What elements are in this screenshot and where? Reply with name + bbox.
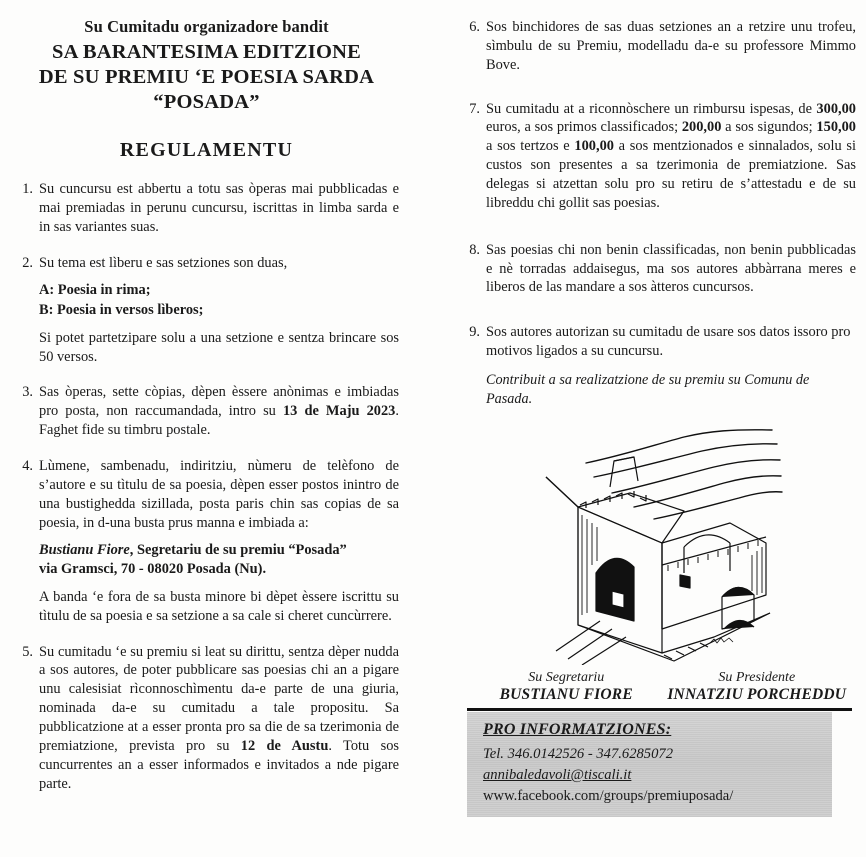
rule-body-3	[39, 383, 399, 440]
title-kicker: Su Cumitadu organizadore bandit	[84, 17, 329, 36]
rule-body-1	[39, 180, 399, 237]
rule-4-outro: A banda ‘e fora de sa busta minore bi dèpet èssere iscrittu su tìtulu de sa poesia e sa setzione a sa cale si cheret cuncùrrere.	[39, 588, 399, 624]
castle-illustration	[461, 415, 856, 665]
rule-item-3	[14, 383, 399, 440]
rule-2-intro: Su tema est lìberu e sas setziones son duas,	[39, 254, 288, 271]
signature-block	[461, 669, 856, 705]
rule-text-1: Su cuncursu est abbertu a totu sas òperas mai pubblicadas e mai premiadas in perunu cuncursu, iscrittas in limba sarda e in sas variantes suas.	[39, 180, 399, 235]
rule-item-5	[14, 643, 399, 794]
section-heading: REGULAMENTU	[119, 138, 294, 161]
rule-5-ceremony-date: 12 de Austu	[240, 737, 329, 754]
rule-text-8: Sas poesias chi non benin classificadas, non benin pubblicadas e nè torradas addaisegus, ma sos autores abbàrrana meres e liberos de las mandare a sos àtteros cuncursos.	[486, 241, 856, 296]
rule-text-9: Sos autores autorizan su cumitadu de usare sos datos issoro pro motivos ligados a su cuncursu.	[486, 324, 851, 360]
rule-item-1	[14, 180, 399, 237]
title-line-1: SA BARANTESIMA EDITZIONE	[52, 40, 361, 63]
secretary-role: Su Segretariu	[528, 669, 605, 685]
rule-item-7	[461, 100, 856, 213]
rule-3-deadline-date: 13 de Maju 2023	[282, 403, 396, 420]
info-email[interactable]: annibaledavoli@tiscali.it	[483, 766, 632, 783]
rule-number-4: 4.	[22, 458, 33, 475]
right-column	[433, 0, 866, 857]
rule-7-text-8: a sos mentzionados e sinnalados, solu si custos son presentes a sa tzerimonia de premiatzione. Sas delegas si atzettan solu pro su retiru de s’attestadu e de su libreddu chi gollit sas poesias.	[486, 138, 856, 211]
rule-number-7: 7.	[469, 100, 480, 117]
title-block	[14, 18, 399, 162]
rule-3-text-after: . Faghet fide su timbru postale.	[39, 403, 399, 439]
rule-7-amount-1: 300,00	[816, 100, 856, 117]
info-box	[467, 712, 832, 817]
title-line-2: DE SU PREMIU ‘E POESIA SARDA	[38, 65, 375, 88]
rule-5-text-before: Su cumitadu ‘e su premiu si leat su dirittu, sentza dèper nudda a sos autores, de poter pubblicare sas poesias chi an a pigare unu calesisiat rìconnoschìmentu da-e parte de una giuria, nominada da-e su cumitadu a tale propositu. Sa pubblicatzione at a esser pronta pro sa die de sa tzerimonia de premiatzione, prevista pro su	[39, 643, 399, 754]
rule-number-1: 1.	[22, 180, 33, 197]
info-website[interactable]: www.facebook.com/groups/premiuposada/	[483, 787, 734, 804]
rule-body-6	[486, 18, 856, 75]
info-box-title: PRO INFORMATZIONES:	[483, 720, 672, 738]
rule-body-2	[39, 254, 399, 367]
rule-item-9	[461, 323, 856, 361]
rule-5-text	[39, 643, 399, 794]
addressee-role: , Segretariu de su premiu “Posada”	[129, 542, 347, 559]
rule-body-8	[486, 241, 856, 298]
rule-item-2	[14, 254, 399, 367]
rule-number-3: 3.	[22, 384, 33, 401]
page-title	[14, 40, 399, 115]
rule-item-8	[461, 241, 856, 298]
rule-4-address	[39, 541, 399, 578]
address-street: via Gramsci, 70 - 08020 Posada (Nu).	[39, 561, 267, 578]
rule-item-6	[461, 18, 856, 75]
rule-4-intro: Lùmene, sambenadu, indiritziu, nùmeru de telèfono de s’autore e su tìtulu de sa poesia, dèpen esser postos inintro de una bustighedda sizillada, posta paris chin sas copias de sa poesia, in d-una busta prus manna e imbiada a:	[39, 458, 399, 531]
rule-3-text	[39, 383, 399, 440]
rule-body-5	[39, 643, 399, 794]
rule-2-outro: Si potet partetzipare solu a una setzione e sentza brincare sos 50 versos.	[39, 329, 399, 365]
rule-number-9: 9.	[469, 324, 480, 341]
secretary-name: BUSTIANU FIORE	[499, 686, 633, 703]
addressee-name: Bustianu Fiore	[39, 542, 130, 559]
rule-2-option-a: A: Poesia in rima;	[39, 282, 151, 299]
rule-2-option-b: B: Poesia in versos lìberos;	[39, 301, 204, 318]
rule-3-text-before: Sas òperas, sette còpias, dèpen èssere anònimas e imbiadas pro posta, non raccumandada, intro su	[39, 384, 399, 420]
contribution-note: Contribuit a sa realizatzione de su premiu su Comunu de Pasada.	[486, 372, 810, 407]
rule-number-2: 2.	[22, 254, 33, 271]
castle-ink-drawing-svg	[534, 415, 784, 665]
signature-president	[662, 669, 853, 705]
president-name: INNATZIU PORCHEDDU	[667, 686, 847, 703]
rule-7-amount-7: 100,00	[574, 138, 614, 155]
rule-body-4	[39, 457, 399, 626]
rule-7-amount-5: 150,00	[816, 119, 856, 136]
rule-7-text-6: a sos tertzos e	[486, 138, 575, 155]
rule-7-amount-3: 200,00	[681, 119, 722, 136]
rule-body-9	[486, 323, 856, 361]
signature-secretary	[471, 669, 662, 705]
rule-text-6: Sos binchidores de sas duas setziones an a retzire unu trofeu, sìmbulu de su Premiu, modelladu da-e su professore Mimmo Bove.	[486, 19, 856, 73]
horizontal-divider	[467, 708, 852, 711]
info-phone: Tel. 346.0142526 - 347.6285072	[483, 745, 673, 762]
rule-5-text-after: . Totu sos cuncurrentes an a esser informados e invitados a nde pigare parte.	[39, 737, 399, 792]
rule-body-7	[486, 100, 856, 213]
rule-7-text-2: euros, a sos primos classificados;	[486, 119, 682, 136]
rule-number-5: 5.	[22, 643, 33, 660]
rule-7-text-4: a sos sigundos;	[721, 119, 817, 136]
rule-number-8: 8.	[469, 241, 480, 258]
title-line-3: “POSADA”	[153, 90, 260, 113]
rule-item-4	[14, 457, 399, 626]
rule-number-6: 6.	[469, 19, 480, 35]
rule-7-text	[486, 100, 856, 213]
president-role: Su Presidente	[718, 669, 796, 685]
rule-7-text-0: Su cumitadu at a riconnòschere un rimbursu ispesas, de	[486, 100, 817, 117]
